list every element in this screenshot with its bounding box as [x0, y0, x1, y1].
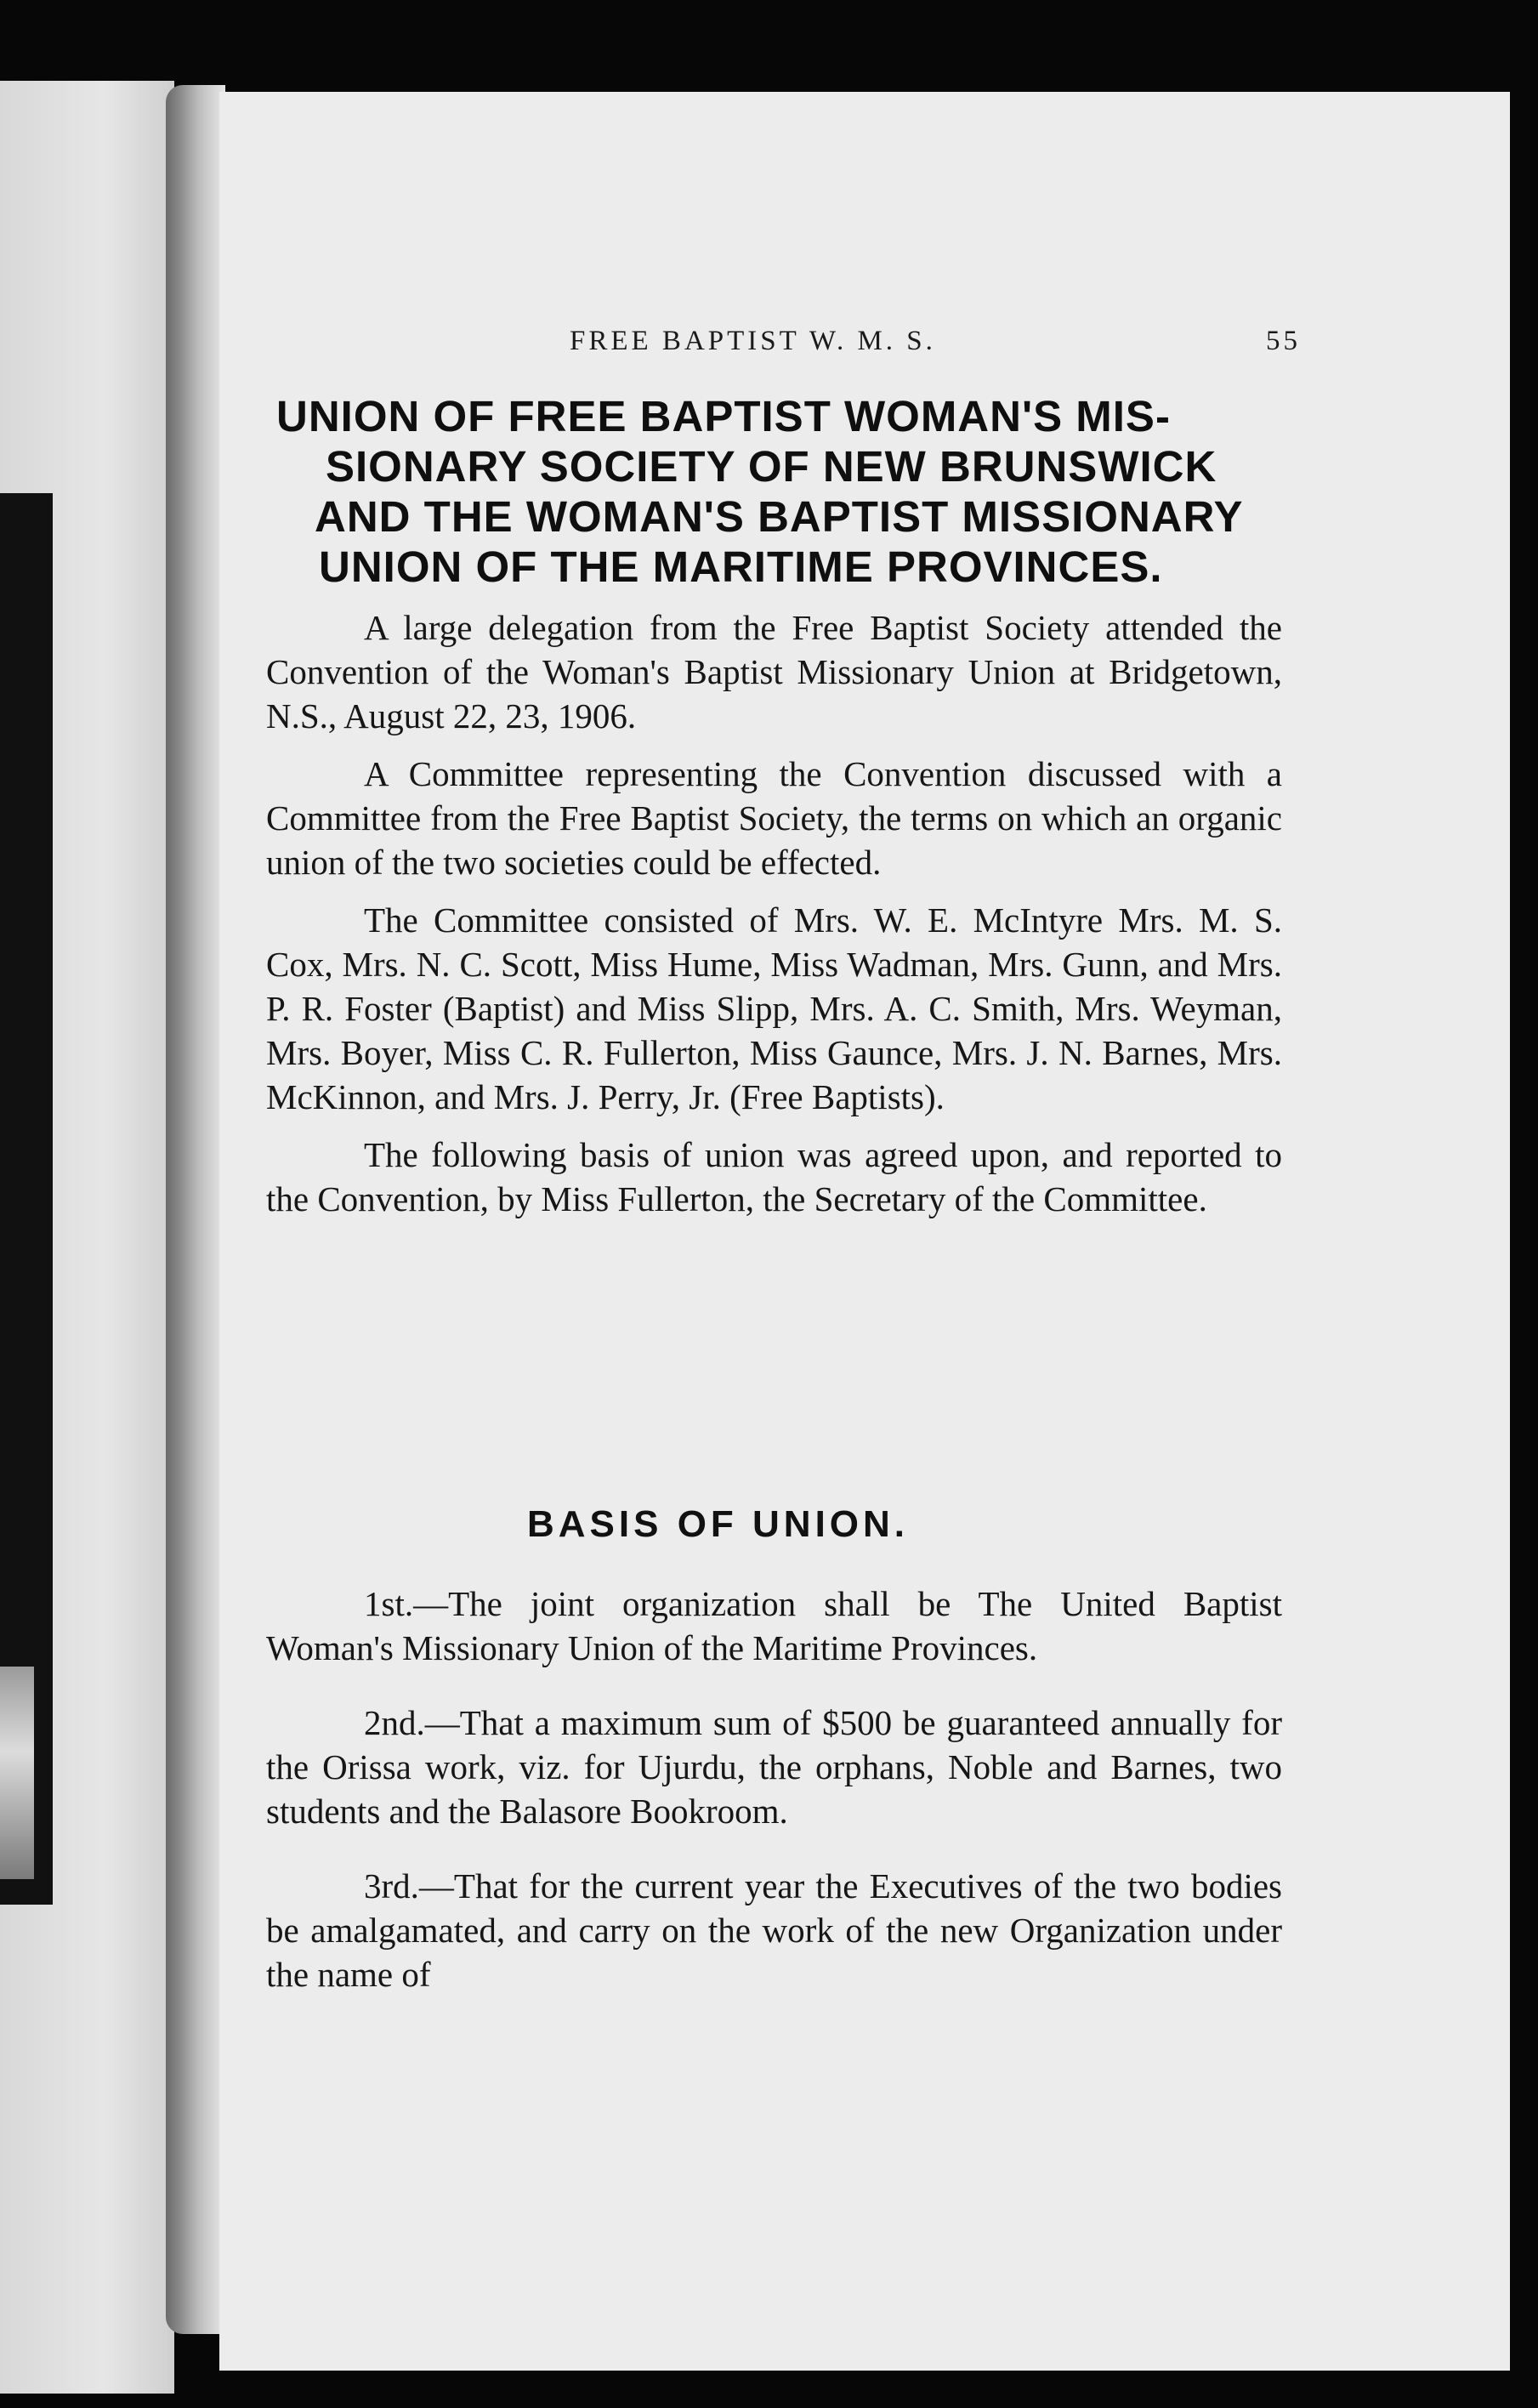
paragraph: The Committee consisted of Mrs. W. E. McIntyre Mrs. M. S. Cox, Mrs. N. C. Scott, Miss Hume, Miss Wadman, Mrs. Gunn, and Mrs. P. R. Foster (Baptist) and Miss Slipp, Mrs. A. C. Smith, Mrs. Weyman, Mrs. Boyer, Miss C. R. Fullerton, Miss Gaunce, Mrs. J. N. Barnes, Mrs. McKinnon, and Mrs. J. Perry, Jr. (Free Baptists).: [266, 900, 1282, 1116]
heading-line: AND THE WOMAN'S BAPTIST MISSIONARY: [315, 492, 1244, 541]
paragraph: The following basis of union was agreed upon, and reported to the Convention, by Miss Fullerton, the Secretary of the Committee.: [266, 1135, 1282, 1218]
heading-line: SIONARY SOCIETY OF NEW BRUNSWICK: [326, 442, 1217, 491]
basis-of-union-heading: BASIS OF UNION.: [527, 1503, 910, 1545]
facing-page-photograph-highlight: [0, 1667, 34, 1879]
article-item: 3rd.—That for the current year the Executives of the two bodies be amalgamated, and carry on the work of the new Organization under the name of: [266, 1866, 1282, 1994]
article-item: 2nd.—That a maximum sum of $500 be guaranteed annually for the Orissa work, viz. for Ujurdu, the orphans, Noble and Barnes, two students and the Balasore Bookroom.: [266, 1703, 1282, 1831]
paragraph: A large delegation from the Free Baptist Society attended the Convention of the Woman's Baptist Missionary Union at Bridgetown, N.S., August 22, 23, 1906.: [266, 608, 1282, 735]
article-item: 1st.—The joint organization shall be The United Baptist Woman's Missionary Union of the Maritime Provinces.: [266, 1584, 1282, 1667]
body-paragraphs: [266, 605, 1282, 1235]
heading-line: UNION OF THE MARITIME PROVINCES.: [319, 542, 1163, 591]
union-articles: [266, 1582, 1282, 2027]
page-number: 55: [1266, 326, 1301, 356]
running-head-title: FREE BAPTIST W. M. S.: [570, 326, 936, 356]
heading-line: UNION OF FREE BAPTIST WOMAN'S MIS-: [276, 392, 1171, 440]
article-heading: [276, 391, 1297, 592]
paragraph: A Committee representing the Convention discussed with a Committee from the Free Baptist Society, the terms on which an organic union of the two societies could be effected.: [266, 754, 1282, 882]
book-gutter: [166, 85, 225, 2334]
